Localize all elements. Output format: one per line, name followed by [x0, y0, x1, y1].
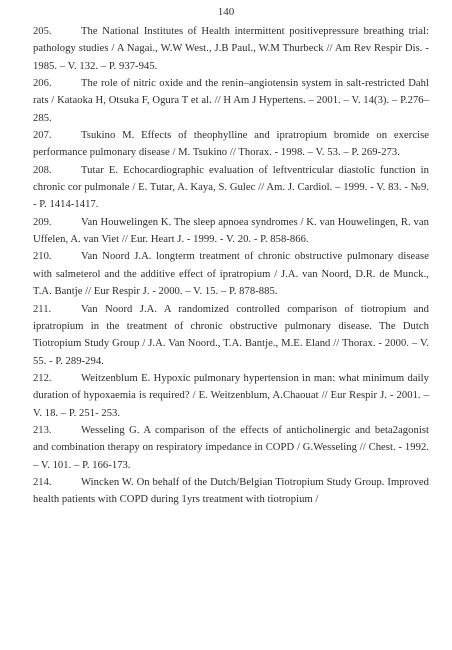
reference-number: 212. [33, 372, 52, 384]
reference-number: 209. [33, 216, 52, 228]
reference-list [33, 23, 429, 509]
reference-item [33, 248, 429, 300]
reference-number: 205. [33, 26, 52, 37]
reference-text: Wesseling G. A comparison of the effects of anticholinergic and beta2agonist and combination therapy on respiratory impedance in COPD / G.Wesseling // Chest. - 1992. – V. 101. – P. 166-173. [33, 424, 429, 471]
reference-item [33, 127, 429, 162]
reference-number: 213. [33, 424, 52, 436]
reference-text: Tutar E. Echocardiographic evaluation of leftventricular diastolic function in chronic cor pulmonale / E. Tutar, A. Kaya, S. Gulec // Am. J. Cardiol. – 1999. - V. 83. - №9. - P. 1414-1417. [33, 164, 429, 211]
reference-item [33, 301, 429, 370]
reference-number: 206. [33, 78, 52, 90]
reference-text: Wincken W. On behalf of the Dutch/Belgian Tiotropium Study Group. Improved health patients with COPD during 1yrs treatment with tiotropium / [33, 476, 429, 506]
page-number: 140 [217, 6, 235, 18]
reference-item [33, 162, 429, 214]
reference-item [33, 23, 429, 75]
reference-text: Van Houwelingen K. The sleep apnoea syndromes / K. van Houwelingen, R. van Uffelen, A. van Viet // Eur. Heart J. - 1999. - V. 20. - P. 858-866. [33, 216, 429, 246]
reference-item [33, 422, 429, 474]
reference-item [33, 370, 429, 422]
reference-text: The National Institutes of Health intermittent positivepressure breathing trial: pathology studies / A Nagai., W.W West., J.B Paul., W.M Thurbeck // Am Rev Respir Dis. - 1985. – V. 132. – P. 937-945. [33, 26, 429, 72]
reference-item [33, 214, 429, 249]
reference-text: Tsukino M. Effects of theophylline and ipratropium bromide on exercise performance pulmonary disease / M. Tsukino // Thorax. - 1998. – V. 53. – P. 269-273. [33, 130, 429, 159]
reference-text: Van Noord J.A. longterm treatment of chronic obstructive pulmonary disease with salmeterol and the additive effect of ipratropium / J.A. van Noord, D.R. de Munck., T.A. Bantje // Eur Respir J. - 2000. – V. 15. – P. 878-885. [33, 251, 429, 298]
reference-text: The role of nitric oxide and the renin–angiotensin system in salt-restricted Dahl rats / Kataoka H, Otsuka F, Ogura T et al. // H Am J Hypertens. – 2001. – V. 14(3). – P.276–285. [33, 78, 429, 124]
reference-item [33, 75, 429, 127]
reference-number: 214. [33, 476, 52, 488]
reference-number: 207. [33, 130, 52, 142]
reference-text: Weitzenblum E. Hypoxic pulmonary hypertension in man: what minimum daily duration of hypoxaemia is required? / E. Weitzenblum, A.Chaouat // Eur Respir J. - 2001. – V. 18. – P. 251- 253. [33, 372, 429, 419]
reference-number: 208. [33, 164, 52, 176]
reference-number: 211. [33, 303, 52, 315]
reference-text: Van Noord J.A. A randomized controlled comparison of tiotropium and ipratropium in the treatment of chronic obstructive pulmonary disease. The Dutch Tiotropium Study Group / J.A. Van Noord., T.A. Bantje., M.E. Eland // Thorax. - 2000. – V. 55. - P. 289-294. [33, 303, 429, 367]
reference-number: 210. [33, 251, 52, 263]
reference-item [33, 474, 429, 509]
